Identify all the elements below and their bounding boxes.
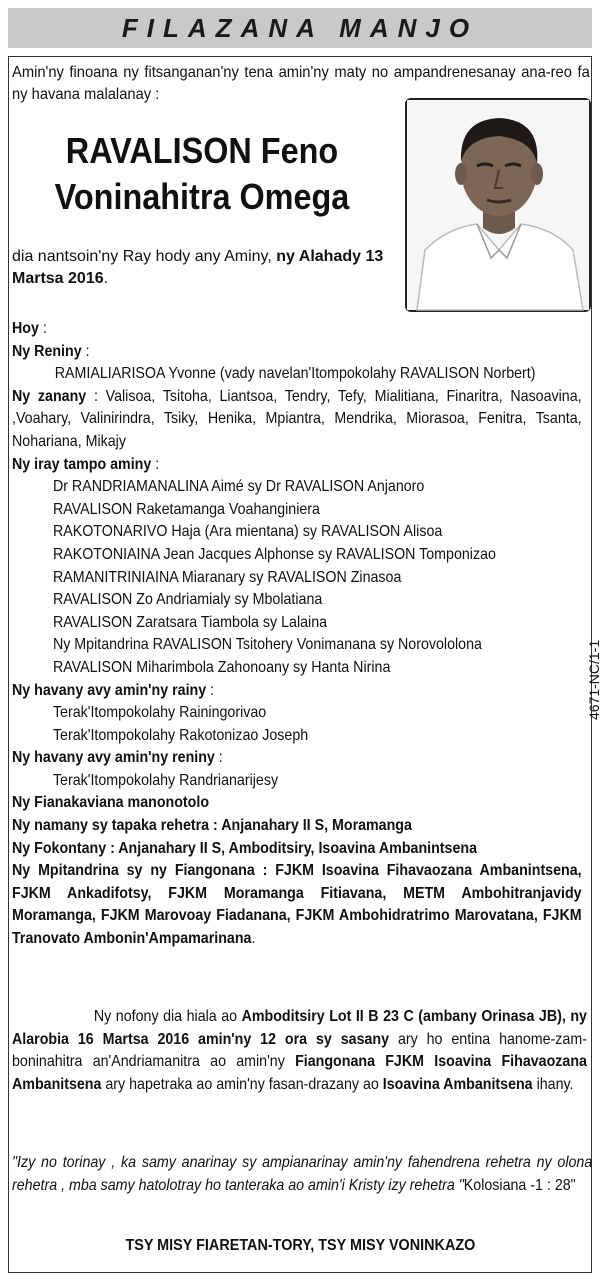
- tampo-item: Dr RANDRIAMANALINA Aimé sy Dr RAVALISON Anjanoro: [52, 478, 425, 496]
- fokontany-label: Ny Fokontany : Anjanahary II S, Amboditsiry, Isoavina Ambanintsena: [12, 839, 478, 857]
- fiangonana-end: .: [251, 930, 256, 948]
- tampo-item: RAVALISON Zo Andriamialy sy Mbolatiana: [52, 591, 323, 609]
- tampo-item: RAVALISON Zaratsara Tiambola sy Lalaina: [52, 613, 328, 631]
- tampo-item: RAVALISON Raketamanga Voahanginiera: [52, 500, 320, 518]
- funeral-church: Fiangonana FJKM Isoavina Fihavaozana Ambanitsena: [12, 1053, 587, 1093]
- tampo-item: RAKOTONIAINA Jean Jacques Alphonse sy RAVALISON Tomponizao: [52, 545, 496, 563]
- death-statement: [12, 246, 402, 290]
- funeral-text-4: ihany.: [532, 1075, 574, 1093]
- side-reference: 4671-NC/1-1: [586, 639, 602, 720]
- deceased-name: [31, 128, 373, 220]
- zanany-paragraph: Ny zanany : Valisoa, Tsitoha, Liantsoa, Tendry, Tefy, Mialitiana, Finaritra, Nasoavina, ,Voahary, Valinirindra, Tsiky, Henika, Mpiantra, Mendrika, Miorasoa, Fenitra, Tsanta, Nohariana, Mikajy: [12, 387, 582, 450]
- deceased-name-line2: Voninahitra Omega: [54, 176, 350, 217]
- tampo-item: RAMANITRINIAINA Miaranary sy RAVALISON Zinasoa: [52, 568, 402, 586]
- funeral-intro: Ny nofony dia hiala ao: [93, 1008, 242, 1025]
- funeral-text-3: ary hapetraka ao amin'ny fasan-drazany ao: [101, 1075, 383, 1093]
- death-prefix: dia nantsoin'ny Ray hody any Aminy,: [12, 248, 277, 265]
- intro-text: Amin'ny finoana ny fitsanganan'ny tena amin'ny maty no ampandrenesanay ana-reo fa ny havana malalanay :: [12, 64, 590, 103]
- quote-reference: Kolosiana -1 : 28": [463, 1176, 576, 1194]
- portrait-photo: [405, 98, 591, 312]
- reniny-havany-label: Ny havany avy amin'ny reniny: [12, 749, 215, 767]
- funeral-text-2: ary ho entina hanome-zam-boninahitra an'Andriamanitra ao amin'ny: [12, 1030, 587, 1071]
- funeral-grave: Isoavina Ambanitsena: [382, 1075, 533, 1093]
- rainy-item: Terak'Itompokolahy Rainingorivao: [52, 704, 267, 722]
- death-suffix: .: [103, 270, 109, 287]
- tampo-label: Ny iray tampo aminy: [12, 455, 152, 473]
- fiangonana-text: Ny Mpitandrina sy ny Fiangonana : FJKM Isoavina Fihavaozana Ambanintsena, FJKM Ankadifotsy, FJKM Moramanga Fitiavana, METM Ambohitranjavidy Moramanga, FJKM Marovoay Fiadanana, FJKM Ambohidratrimo Marovatana, FJKM Tranovato Ambonin'Ampamarinana: [12, 862, 582, 948]
- funeral-date: ny Alarobia 16 Martsa 2016 amin'ny 12 ora sy sasany: [12, 1008, 587, 1048]
- reniny-label: Ny Reniny: [12, 342, 82, 360]
- tampo-item: RAVALISON Miharimbola Zahonoany sy Hanta Nirina: [52, 658, 391, 676]
- tampo-item: Ny Mpitandrina RAVALISON Tsitohery Vonimanana sy Norovololona: [52, 636, 482, 654]
- deceased-name-line1: RAVALISON Feno: [65, 130, 339, 171]
- rainy-item: Terak'Itompokolahy Rakotonizao Joseph: [52, 726, 309, 744]
- zanany-label: Ny zanany: [12, 387, 87, 405]
- quote-text: "Izy no torinay , ka samy anarinay sy ampianarinay amin'ny fahendrena rehetra ny olona rehetra , mba samy hatolotray ho tanteraka ao amin'i Kristy izy rehetra ": [12, 1154, 593, 1194]
- funeral-paragraph: [12, 1006, 587, 1096]
- hoy-label: Hoy: [12, 320, 39, 337]
- rainy-label: Ny havany avy amin'ny rainy: [12, 681, 207, 699]
- death-date: ny Alahady 13 Martsa 2016: [12, 248, 384, 287]
- footer-note: [0, 1237, 600, 1255]
- portrait-photo-icon: [407, 100, 589, 310]
- zanany-names: Valisoa, Tsitoha, Liantsoa, Tendry, Tefy, Mialitiana, Finaritra, Nasoavina, ,Voahary, Valinirindra, Tsiky, Henika, Mpiantra, Mendrika, Miorasoa, Fenitra, Tsanta, Nohariana, Mikajy: [12, 387, 582, 450]
- tampo-item: RAKOTONARIVO Haja (Ara mientana) sy RAVALISON Alisoa: [52, 523, 443, 541]
- notice-header: [8, 8, 592, 48]
- notice-title: FILAZANA MANJO: [121, 12, 479, 43]
- family-list: Hoy : Ny Reniny : RAMIALIARISOA Yvonne (vady navelan'Itompokolahy RAVALISON Norbert) Ny zanany : Valisoa, Tsitoha, Liantsoa, Tendry, Tefy, Mialitiana, Finaritra, Nasoavina, ,Voahary, Valinirindra, Tsiky, Henika, Mpiantra, Mendrika, Miorasoa, Fenitra, Tsanta, Nohariana, Mikajy Ny iray tampo aminy : Dr RANDRIAMANALINA Aimé sy Dr RAVALISON Anjanoro RAVALISON Raketamanga Voahanginiera RAKOTONARIVO Haja (Ara mientana) sy RAVALISON Alisoa RAKOTONIAINA Jean Jacques Alphonse sy RAVALISON Tomponizao RAMANITRINIAINA Miaranary sy RAVALISON Zinasoa RAVALISON Zo Andriamialy sy Mbolatiana RAVALISON Zaratsara Tiambola sy Lalaina Ny Mpitandrina RAVALISON Tsitohery Vonimanana sy Norovololona RAVALISON Miharimbola Zahonoany sy Hanta Nirina Ny havany avy amin'ny rainy : Terak'Itompokolahy Rainingorivao Terak'Itompokolahy Rakotonizao Joseph Ny havany avy amin'ny reniny : Terak'Itompokolahy Randrianarijesy Ny Fianakaviana manonotolo Ny namany sy tapaka rehetra : Anjanahary II S, Moramanga Ny Fokontany : Anjanahary II S, Amboditsiry, Isoavina Ambanintsena Ny Mpitandrina sy ny Fiangonana : FJKM Isoavina Fihavaozana Ambanintsena, FJKM Ankadifotsy, FJKM Moramanga Fitiavana, METM Ambohitranjavidy Moramanga, FJKM Marovoay Fiadanana, FJKM Ambohidratrimo Marovatana, FJKM Tranovato Ambonin'Ampamarinana.: [12, 318, 582, 951]
- footer-text: TSY MISY FIARETAN-TORY, TSY MISY VONINKAZO: [125, 1237, 475, 1254]
- reniny-havany-item: Terak'Itompokolahy Randrianarijesy: [52, 771, 279, 789]
- fianakaviana-label: Ny Fianakaviana manonotolo: [12, 794, 210, 812]
- funeral-place: Amboditsiry Lot II B 23 C (ambany Orinasa JB),: [241, 1008, 566, 1025]
- namany-label: Ny namany sy tapaka rehetra : Anjanahary II S, Moramanga: [12, 817, 412, 835]
- reniny-name: RAMIALIARISOA Yvonne (vady navelan'Itompokolahy RAVALISON Norbert): [54, 365, 536, 383]
- scripture-quote: [12, 1152, 592, 1197]
- fiangonana-paragraph: [12, 860, 582, 950]
